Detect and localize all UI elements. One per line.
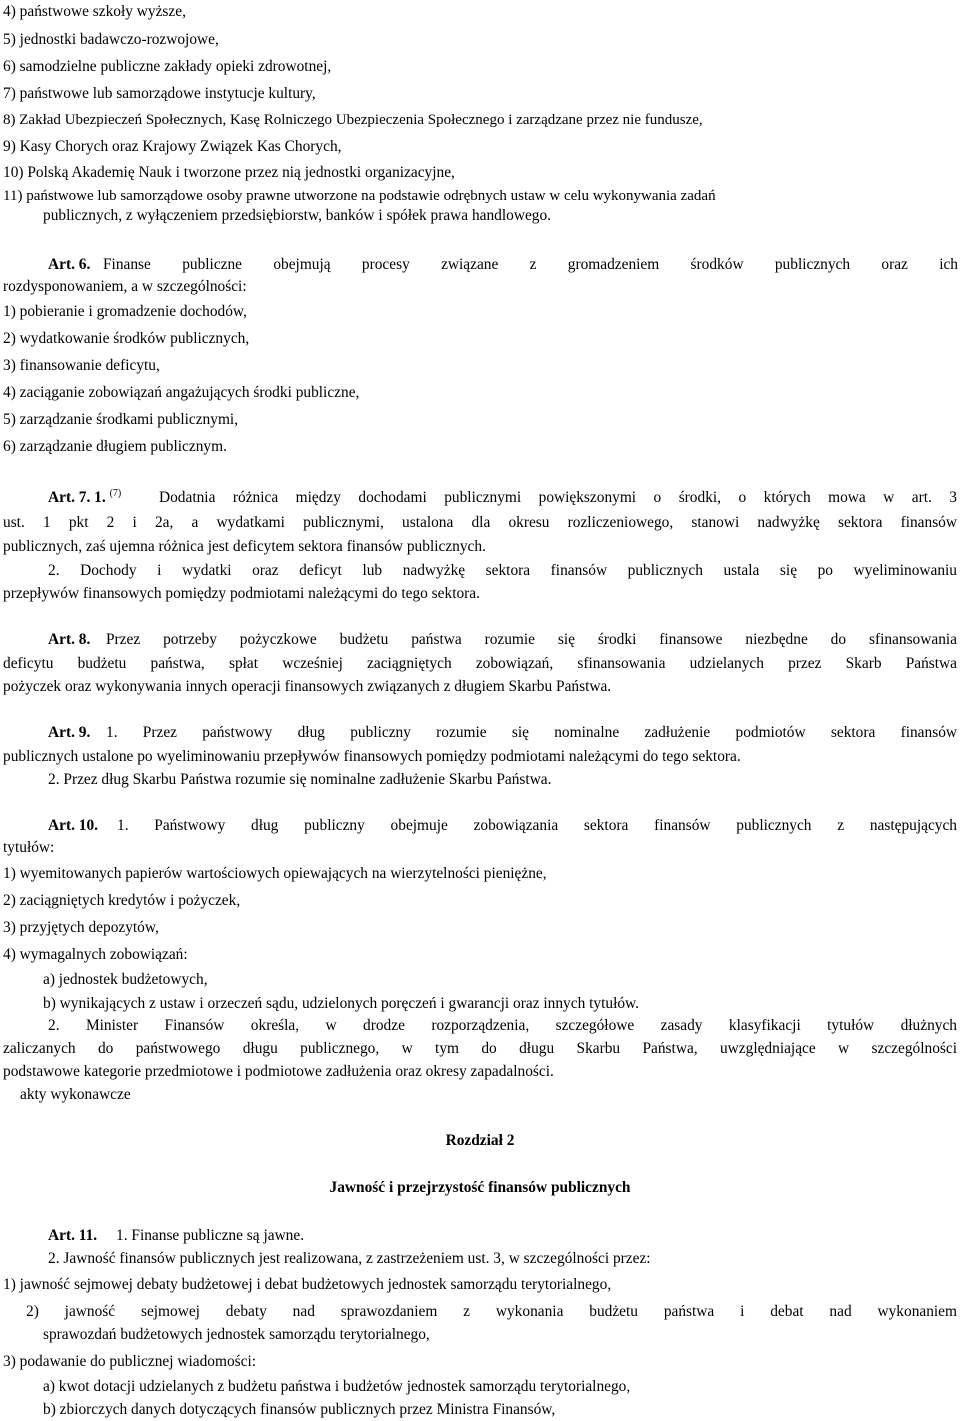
article-text: podstawowe kategorie przedmiotowe i podmiotowe zadłużenia oraz okresy zapadalności.: [3, 1063, 554, 1080]
article-text: publicznych, zaś ujemna różnica jest deficytem sektora finansów publicznych.: [3, 538, 486, 555]
article-text: 2. Jawność finansów publicznych jest realizowana, z zastrzeżeniem ust. 3, w szczególności przez:: [48, 1250, 651, 1267]
list-item: 7) państwowe lub samorządowe instytucje kultury,: [3, 85, 316, 102]
article-label: Art. 11.: [48, 1227, 98, 1244]
list-item: 1) jawność sejmowej debaty budżetowej i debat budżetowych jednostek samorządu terytorialnego,: [3, 1276, 612, 1293]
article-label: Art. 8.: [48, 631, 91, 648]
article-text: rozdysponowaniem, a w szczególności:: [3, 278, 247, 295]
list-item: 11) państwowe lub samorządowe osoby prawne utworzone na podstawie odrębnych ustaw w celu wykonywania zadań: [3, 188, 716, 204]
article-text: 2. Dochody i wydatki oraz deficyt lub nadwyżkę sektora finansów publicznych ustala się po wyeliminowaniu: [48, 562, 957, 579]
list-item: 6) samodzielne publiczne zakłady opieki zdrowotnej,: [3, 58, 332, 75]
list-item: 4) państwowe szkoły wyższe,: [3, 3, 186, 20]
article-text: 2. Minister Finansów określa, w drodze rozporządzenia, szczegółowe zasady klasyfikacji tytułów dłużnych: [48, 1017, 957, 1034]
list-item: 5) zarządzanie środkami publicznymi,: [3, 411, 239, 428]
sub-list-item: a) kwot dotacji udzielanych z budżetu państwa i budżetów jednostek samorządu terytorialnego,: [43, 1378, 631, 1395]
list-item: 4) wymagalnych zobowiązań:: [3, 946, 188, 963]
sub-list-item: b) zbiorczych danych dotyczących finansów publicznych przez Ministra Finansów,: [43, 1401, 556, 1418]
list-item-continuation: sprawozdań budżetowych jednostek samorządu terytorialnego,: [43, 1326, 430, 1343]
list-item: 3) przyjętych depozytów,: [3, 919, 159, 936]
article-text: Finanse publiczne obejmują procesy związane z gromadzeniem środków publicznych oraz ich: [103, 256, 958, 273]
article-label: Art. 9.: [48, 724, 91, 741]
sub-list-item: a) jednostek budżetowych,: [43, 971, 208, 988]
article-text: Przez potrzeby pożyczkowe budżetu państwa rozumie się środki finansowe niezbędne do sfinansowania: [106, 631, 957, 648]
article-label: Art. 10.: [48, 817, 99, 834]
chapter-subtitle: Jawność i przejrzystość finansów publicznych: [329, 1179, 631, 1196]
article-label: Art. 6.: [48, 256, 91, 273]
list-item: 8) Zakład Ubezpieczeń Społecznych, Kasę Rolniczego Ubezpieczenia Społecznego i zarządzane przez nie fundusze,: [3, 112, 703, 128]
article-text: 1. Państwowy dług publiczny obejmuje zobowiązania sektora finansów publicznych z następujących: [117, 817, 957, 834]
chapter-title: Rozdział 2: [445, 1132, 515, 1149]
article-text: ust. 1 pkt 2 i 2a, a wydatkami publicznymi, ustalona dla okresu rozliczeniowego, stanowi nadwyżkę sektora finansów: [3, 514, 957, 531]
article-text: zaliczanych do państwowego długu publicznego, w tym do długu Skarbu Państwa, uwzględniające w szczególności: [3, 1040, 957, 1057]
footnote-marker: (7): [109, 488, 122, 499]
article-text: pożyczek oraz wykonywania innych operacji finansowych związanych z długiem Skarbu Państwa.: [3, 678, 612, 695]
list-item-continuation: publicznych, z wyłączeniem przedsiębiorstw, banków i spółek prawa handlowego.: [43, 207, 552, 224]
article-text: 1. Przez państwowy dług publiczny rozumie się nominalne zadłużenie podmiotów sektora finansów: [106, 724, 957, 741]
list-item: 3) podawanie do publicznej wiadomości:: [3, 1353, 257, 1370]
list-item: 4) zaciąganie zobowiązań angażujących środki publiczne,: [3, 384, 360, 401]
list-item: 1) wyemitowanych papierów wartościowych opiewających na wierzytelności pieniężne,: [3, 865, 547, 882]
list-item: 6) zarządzanie długiem publicznym.: [3, 438, 227, 455]
paragraph-number: 1.: [94, 489, 106, 506]
article-text: 1. Finanse publiczne są jawne.: [116, 1227, 305, 1244]
article-text: tytułów:: [3, 839, 55, 856]
article-text: przepływów finansowych pomiędzy podmiotami należącymi do tego sektora.: [3, 585, 480, 602]
list-item: 3) finansowanie deficytu,: [3, 357, 160, 374]
article-text: Dodatnia różnica między dochodami publicznymi powiększonymi o środki, o których mowa w art. 3: [159, 489, 957, 506]
list-item: 5) jednostki badawczo-rozwojowe,: [3, 31, 219, 48]
list-item: 2) zaciągniętych kredytów i pożyczek,: [3, 892, 241, 909]
note-text: akty wykonawcze: [20, 1086, 131, 1103]
list-item: 2) jawność sejmowej debaty nad sprawozdaniem z wykonania budżetu państwa i debat nad wykonaniem: [26, 1303, 957, 1320]
article-text: publicznych ustalone po wyeliminowaniu przepływów finansowych pomiędzy podmiotami należącymi do tego sektora.: [3, 748, 741, 765]
article-text: deficytu budżetu państwa, spłat wcześniej zaciągniętych zobowiązań, sfinansowania udzielanych przez Skarb Państwa: [3, 655, 957, 672]
list-item: 2) wydatkowanie środków publicznych,: [3, 330, 250, 347]
list-item: 1) pobieranie i gromadzenie dochodów,: [3, 303, 247, 320]
list-item: 9) Kasy Chorych oraz Krajowy Związek Kas Chorych,: [3, 138, 342, 155]
article-text: 2. Przez dług Skarbu Państwa rozumie się nominalne zadłużenie Skarbu Państwa.: [48, 771, 552, 788]
sub-list-item: b) wynikających z ustaw i orzeczeń sądu, udzielonych poręczeń i gwarancji oraz innych tytułów.: [43, 995, 640, 1012]
article-label: Art. 7. 1. $^{(7)}$: [48, 488, 122, 506]
list-item: 10) Polską Akademię Nauk i tworzone przez nią jednostki organizacyjne,: [3, 164, 455, 181]
